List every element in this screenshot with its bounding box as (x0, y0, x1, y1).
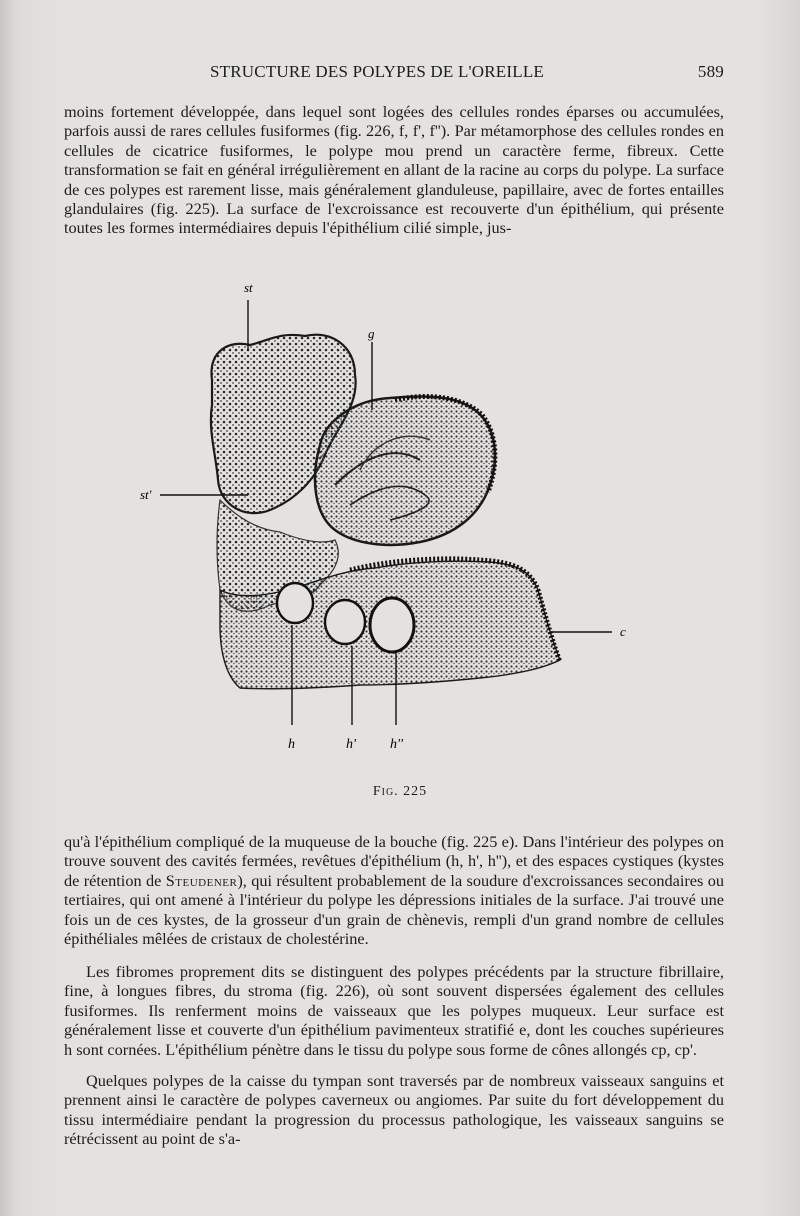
figure-polyp-illustration (120, 270, 660, 770)
label-h-double: h'' (390, 737, 403, 752)
label-c: c (620, 624, 626, 639)
caption-number: 225 (403, 784, 428, 799)
author-name-steudener: Steudener (165, 870, 238, 890)
label-st: st (244, 280, 253, 295)
polyp-drawing (120, 270, 660, 770)
label-g: g (368, 326, 375, 341)
label-st-prime: st' (140, 487, 152, 502)
running-title: STRUCTURE DES POLYPES DE L'OREILLE (210, 62, 545, 81)
paragraph-angiomes: Quelques polypes de la caisse du tympan sont traversés par de nombreux vaisseaux sanguins et prennent ainsi le caractère de polypes caverneux ou angiomes. Par suite du fort développement du tissu intermédiaire pendant la progression du processus pathologique, les vaisseaux sanguins se rétrécissent au point de s'a- (64, 1071, 724, 1149)
caption-prefix: Fig. (372, 784, 399, 799)
paragraph-2-part-b: ), qui résultent probablement de la soudure d'excroissances secondaires ou tertiaires, qui ont amené à l'intérieur du polype les dépressions initiales de la surface. J'ai trouvé une fois un de ces kystes, de la grosseur d'un grain de chènevis, rempli d'un grand nombre de cellules épithéliales mêlées de cristaux de cholestérine. (64, 870, 725, 949)
figure-caption (0, 784, 800, 800)
paragraph-after-figure (64, 832, 724, 948)
page-number: 589 (697, 62, 724, 81)
cyst-h-double (370, 598, 414, 652)
paragraph-top: moins fortement développée, dans lequel sont logées des cellules rondes éparses ou accumulées, parfois aussi de rares cellules fusiformes (fig. 226, f, f', f''). Par métamorphose des cellules rondes en cellules de cicatrice fusiformes, le polype mou prend un caractère ferme, fibreux. Cette transformation se fait en général irrégulièrement en allant de la racine au corps du polype. La surface de ces polypes est rarement lisse, mais généralement glanduleuse, papillaire, avec de fortes entailles glandulaires (fig. 225). La surface de l'excroissance est recouverte d'un épithélium, qui présente toutes les formes intermédiaires depuis l'épithélium cilié simple, jus- (64, 102, 724, 238)
cyst-h (277, 583, 313, 623)
cyst-h-prime (325, 600, 365, 644)
label-h-prime: h' (346, 737, 356, 752)
label-h: h (288, 737, 295, 752)
polyp-lobe-right (315, 396, 495, 544)
paragraph-fibromes: Les fibromes proprement dits se distinguent des polypes précédents par la structure fibrillaire, fine, à longues fibres, du stroma (fig. 226), où sont souvent dispersées également des cellules fusiformes. Ils renferment moins de vaisseaux que les polypes muqueux. Leur surface est généralement lisse et couverte d'un épithélium pavimenteux stratifié e, dont les couches supérieures h sont cornées. L'épithélium pénètre dans le tissu du polype sous forme de cônes allongés cp, cp'. (64, 962, 724, 1059)
paragraph-2-part-a: qu'à l'épithélium compliqué de la muqueuse de la bouche (fig. 225 e). Dans l'intérieur des polypes on trouve souvent des cavités fermées, revêtues d'épithélium (h, h', h''), et des espaces cystiques (kystes de rétention de (64, 832, 724, 890)
